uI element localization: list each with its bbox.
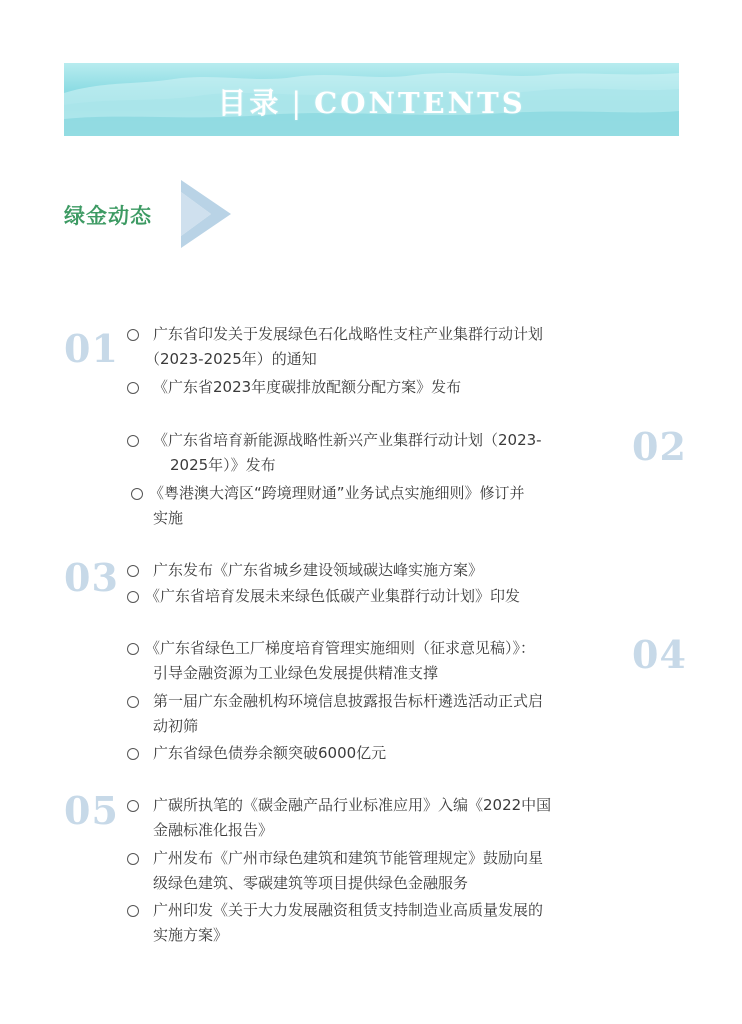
circle-bullet-icon bbox=[127, 800, 139, 812]
item-line: 《广东省培育发展未来绿色低碳产业集群行动计划》印发 bbox=[145, 587, 521, 605]
item-line: 级绿色建筑、零碳建筑等项目提供绿色金融服务 bbox=[153, 874, 469, 892]
item-line: 实施 bbox=[153, 509, 184, 527]
group-number: 02 bbox=[632, 424, 687, 469]
list-item[interactable] bbox=[127, 636, 627, 686]
circle-bullet-icon bbox=[127, 905, 139, 917]
circle-bullet-icon bbox=[127, 696, 139, 708]
item-line: 《广东省绿色工厂梯度培育管理实施细则（征求意见稿）》： bbox=[145, 639, 536, 657]
circle-bullet-icon bbox=[127, 329, 139, 341]
contents-banner bbox=[64, 63, 679, 136]
item-line: 《广东省培育新能源战略性新兴产业集群行动计划（2023- bbox=[153, 431, 542, 449]
circle-bullet-icon bbox=[131, 488, 143, 500]
list-item[interactable] bbox=[127, 558, 627, 583]
list-item[interactable] bbox=[127, 584, 627, 609]
item-line: 《粤港澳大湾区“跨境理财通”业务试点实施细则》修订并 bbox=[149, 484, 525, 502]
circle-bullet-icon bbox=[127, 435, 139, 447]
contents-title bbox=[64, 81, 679, 122]
circle-bullet-icon bbox=[127, 382, 139, 394]
item-line: 金融标准化报告》 bbox=[153, 821, 274, 839]
group-number: 05 bbox=[64, 788, 119, 833]
item-line: 广东发布《广东省城乡建设领域碳达峰实施方案》 bbox=[153, 561, 484, 579]
list-item[interactable] bbox=[127, 689, 627, 739]
item-line: 2025年）》发布 bbox=[170, 456, 276, 474]
title-separator: | bbox=[291, 86, 305, 120]
list-item[interactable] bbox=[127, 846, 627, 896]
title-en: CONTENTS bbox=[314, 86, 526, 120]
group-number: 03 bbox=[64, 555, 119, 600]
group-number: 04 bbox=[632, 632, 687, 677]
list-item[interactable] bbox=[131, 481, 631, 531]
list-item[interactable] bbox=[127, 322, 627, 372]
list-item[interactable] bbox=[127, 793, 627, 843]
list-item[interactable] bbox=[127, 898, 627, 948]
item-line: 广碳所执笔的《碳金融产品行业标准应用》入编《2022中国 bbox=[153, 796, 552, 814]
section-title: 绿金动态 bbox=[64, 203, 152, 228]
item-line: 《广东省2023年度碳排放配额分配方案》发布 bbox=[153, 378, 462, 396]
title-zh: 目录 bbox=[217, 86, 282, 120]
circle-bullet-icon bbox=[127, 643, 139, 655]
item-line: 广州印发《关于大力发展融资租赁支持制造业高质量发展的 bbox=[153, 901, 544, 919]
group-number: 01 bbox=[64, 326, 119, 371]
list-item[interactable] bbox=[127, 375, 627, 400]
circle-bullet-icon bbox=[127, 748, 139, 760]
item-line: 广州发布《广州市绿色建筑和建筑节能管理规定》鼓励向星 bbox=[153, 849, 544, 867]
item-line: 广东省绿色债券余额突破6000亿元 bbox=[153, 744, 387, 762]
list-item[interactable] bbox=[127, 428, 627, 478]
item-line: 引导金融资源为工业绿色发展提供精准支撑 bbox=[153, 664, 439, 682]
chevron-right-icon bbox=[177, 180, 231, 248]
list-item[interactable] bbox=[127, 741, 627, 766]
item-line: 动初筛 bbox=[153, 717, 199, 735]
item-line: 实施方案》 bbox=[153, 926, 229, 944]
item-line: 第一届广东金融机构环境信息披露报告标杆遴选活动正式启 bbox=[153, 692, 544, 710]
circle-bullet-icon bbox=[127, 853, 139, 865]
circle-bullet-icon bbox=[127, 591, 139, 603]
circle-bullet-icon bbox=[127, 565, 139, 577]
item-line: （2023-2025年）的通知 bbox=[145, 350, 317, 368]
item-line: 广东省印发关于发展绿色石化战略性支柱产业集群行动计划 bbox=[153, 325, 544, 343]
